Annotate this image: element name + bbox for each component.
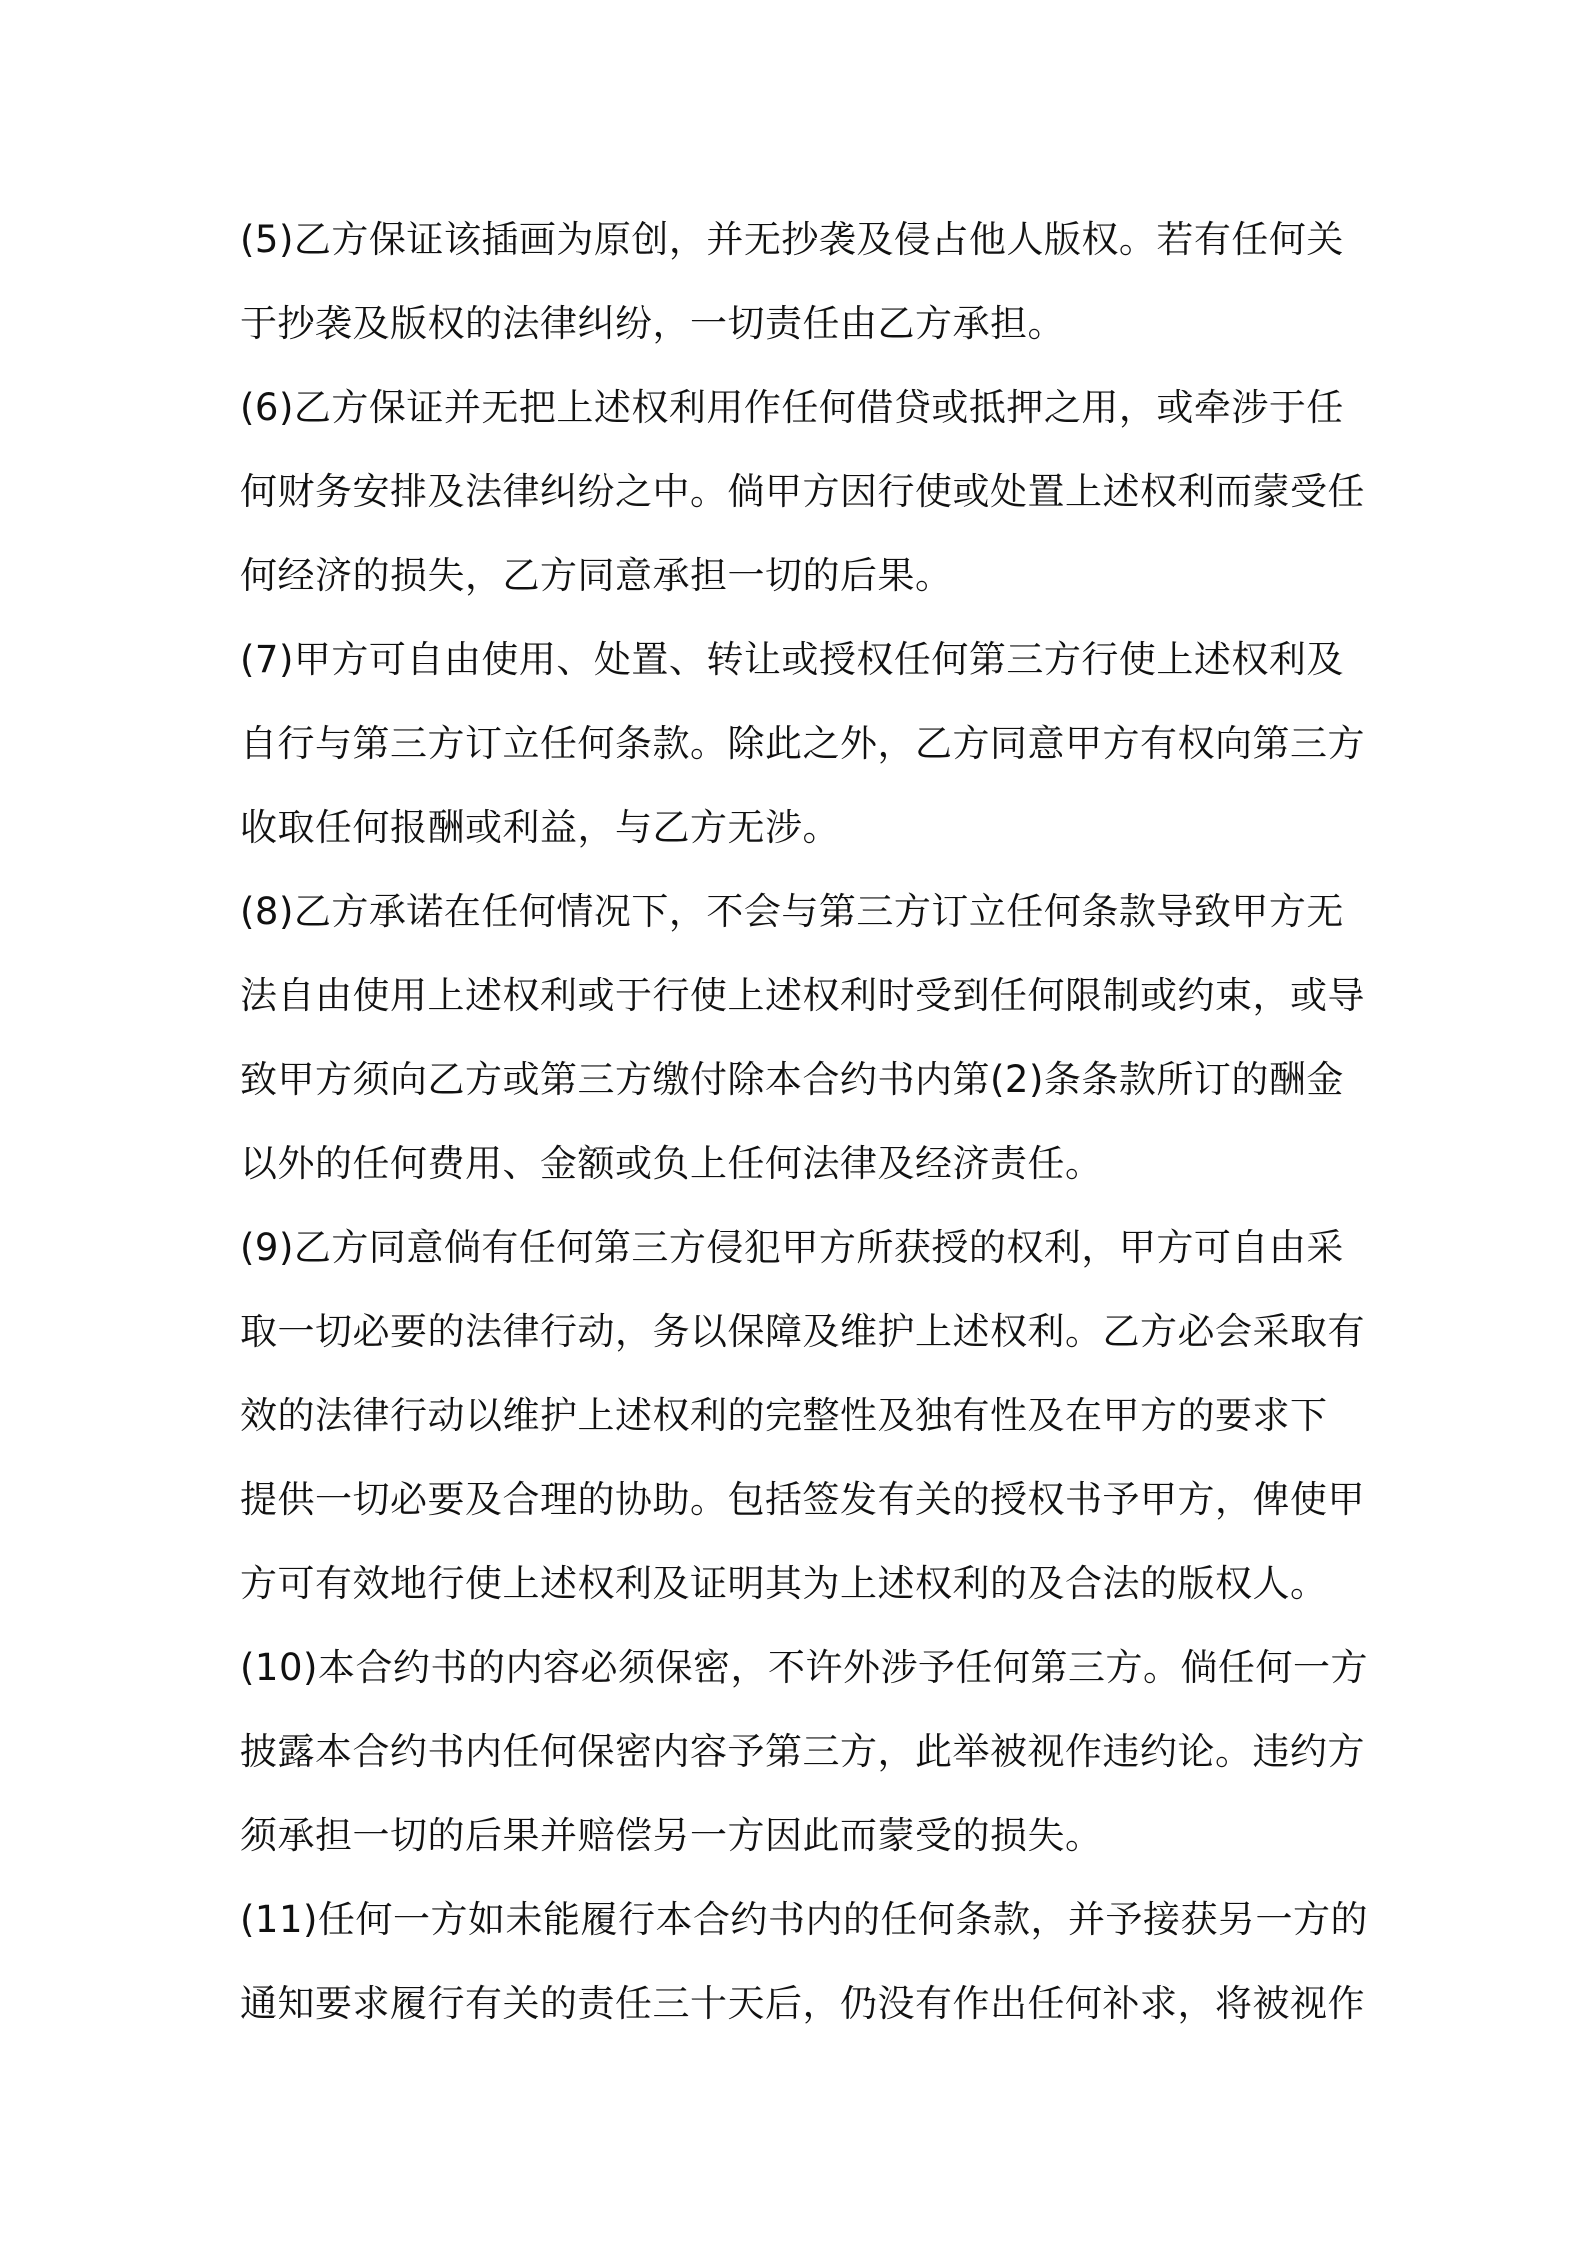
text-line: 自行与第三方订立任何条款。除此之外，乙方同意甲方有权向第三方	[240, 722, 1365, 765]
text-line: 法自由使用上述权利或于行使上述权利时受到任何限制或约束，或导	[240, 974, 1365, 1017]
text-line: (6)乙方保证并无把上述权利用作任何借贷或抵押之用，或牵涉于任	[240, 386, 1344, 429]
text-line: (11)任何一方如未能履行本合约书内的任何条款，并予接获另一方的	[240, 1898, 1368, 1941]
text-line: 效的法律行动以维护上述权利的完整性及独有性及在甲方的要求下	[240, 1394, 1328, 1437]
text-line: 提供一切必要及合理的协助。包括签发有关的授权书予甲方，俾使甲	[240, 1478, 1365, 1521]
text-line: 取一切必要的法律行动，务以保障及维护上述权利。乙方必会采取有	[240, 1310, 1365, 1353]
text-line: 何经济的损失，乙方同意承担一切的后果。	[240, 554, 953, 597]
contract-text-body	[240, 198, 1370, 2046]
text-line: 何财务安排及法律纠纷之中。倘甲方因行使或处置上述权利而蒙受任	[240, 470, 1365, 513]
text-line: (9)乙方同意倘有任何第三方侵犯甲方所获授的权利，甲方可自由采	[240, 1226, 1344, 1269]
text-line: (5)乙方保证该插画为原创，并无抄袭及侵占他人版权。若有任何关	[240, 218, 1344, 261]
text-line: 披露本合约书内任何保密内容予第三方，此举被视作违约论。违约方	[240, 1730, 1365, 1773]
text-line: 须承担一切的后果并赔偿另一方因此而蒙受的损失。	[240, 1814, 1103, 1857]
text-line: 于抄袭及版权的法律纠纷，一切责任由乙方承担。	[240, 302, 1065, 345]
text-line: (7)甲方可自由使用、处置、转让或授权任何第三方行使上述权利及	[240, 638, 1344, 681]
text-line: (10)本合约书的内容必须保密，不许外涉予任何第三方。倘任何一方	[240, 1646, 1368, 1689]
text-line: 收取任何报酬或利益，与乙方无涉。	[240, 806, 840, 849]
text-line: 通知要求履行有关的责任三十天后，仍没有作出任何补求，将被视作	[240, 1982, 1365, 2025]
text-line: (8)乙方承诺在任何情况下，不会与第三方订立任何条款导致甲方无	[240, 890, 1344, 933]
text-line: 方可有效地行使上述权利及证明其为上述权利的及合法的版权人。	[240, 1562, 1328, 1605]
text-line: 以外的任何费用、金额或负上任何法律及经济责任。	[240, 1142, 1103, 1185]
text-line: 致甲方须向乙方或第三方缴付除本合约书内第(2)条条款所订的酬金	[240, 1058, 1344, 1101]
